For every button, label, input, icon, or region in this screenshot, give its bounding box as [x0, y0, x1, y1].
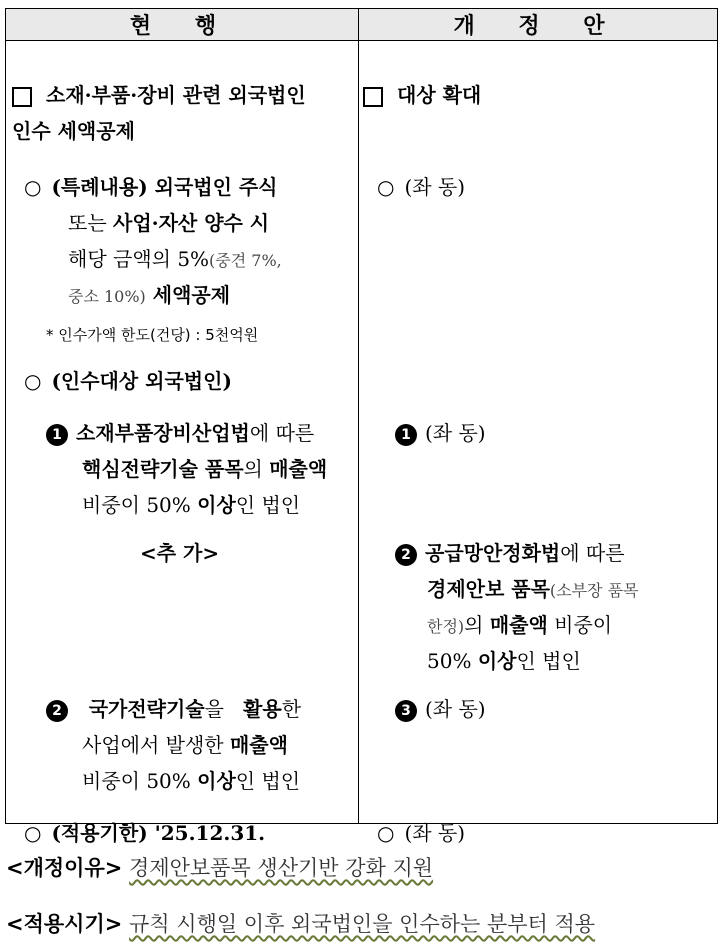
special-l3-b: (중견 7%, — [209, 251, 282, 270]
r-item2-l4-a: 50% — [427, 649, 478, 673]
r-item2-l3-a: 한정) — [427, 617, 465, 636]
item2-l1-c: 활용 — [243, 697, 282, 721]
item1-l1-b: 에 따른 — [249, 421, 315, 445]
title-text-b: 외국법인 — [228, 83, 306, 107]
special-line4 — [68, 277, 230, 315]
r-item2-l3-c: 매출액 — [489, 613, 548, 637]
item2-l1-d: 한 — [281, 697, 302, 721]
hollow-bullet-icon: ○ — [24, 369, 42, 393]
title-text-a: 소재·부품·장비 관련 — [46, 83, 229, 107]
deadline-line — [24, 815, 265, 851]
current-item2-line1 — [46, 691, 301, 727]
r-item2-l2-b: (소부장 품목 — [549, 581, 639, 600]
r-item2-l4-b: 이상 — [477, 649, 517, 673]
item2-l1-a: 국가전략기술 — [88, 697, 205, 721]
item2-l3-a: 비중이 50% — [82, 769, 198, 793]
item1-l1-a: 소재부품장비산업법 — [76, 421, 250, 445]
comparison-table — [5, 8, 718, 845]
revised-title-text: 대상 확대 — [397, 83, 482, 107]
item1-l2-c: 매출액 — [269, 457, 328, 481]
revised-item1-text: (좌 동) — [425, 421, 486, 445]
current-title-line2: 인수 세액공제 — [12, 119, 135, 143]
checkbox-square-icon — [363, 87, 383, 107]
r-item2-l3-d: 비중이 — [547, 613, 613, 637]
special-label: (특례내용) 외국법인 주식 — [51, 175, 278, 199]
revised-item2-line3 — [427, 607, 612, 645]
number-three-icon: 3 — [395, 700, 417, 722]
item2-l3-b: 이상 — [197, 769, 236, 793]
limit-note: * 인수가액 한도(건당) : 5천억원 — [46, 326, 259, 344]
special-line3 — [68, 241, 282, 279]
revised-item1 — [395, 415, 486, 451]
revised-item2-line2 — [427, 571, 639, 609]
revised-column — [359, 41, 718, 845]
r-item2-l1-a: 공급망안정화법 — [425, 541, 561, 565]
item1-l3-b: 이상 — [197, 493, 236, 517]
reason-text: 경제안보품목 생산기반 강화 지원 — [129, 856, 434, 880]
header-revised: 개 정 안 — [359, 9, 718, 41]
special-line2 — [68, 205, 269, 241]
target-label-text: (인수대상 외국법인) — [51, 369, 232, 393]
header-current: 현 행 — [6, 9, 359, 41]
item1-l2-a: 핵심전략기술 품목 — [82, 457, 244, 481]
current-item2-line3 — [82, 763, 300, 799]
number-one-icon: 1 — [46, 424, 68, 446]
hollow-bullet-icon: ○ — [24, 175, 42, 199]
r-item2-l1-b: 에 따른 — [560, 541, 625, 565]
hollow-bullet-icon: ○ — [24, 821, 42, 845]
item1-l3-c: 인 법인 — [235, 493, 301, 517]
revised-title — [363, 77, 481, 113]
special-l2-b: 사업·자산 양수 시 — [113, 211, 270, 235]
special-l2-a: 또는 — [68, 211, 113, 235]
apply-label: <적용시기> — [6, 912, 123, 936]
r-item2-l2-a: 경제안보 품목 — [427, 577, 550, 601]
current-item1-line1 — [46, 415, 314, 451]
item2-l2-a: 사업에서 발생한 — [82, 733, 230, 757]
item2-l3-c: 인 법인 — [235, 769, 301, 793]
added-marker: <추 가> — [140, 541, 220, 565]
special-l3-a: 해당 금액의 5% — [68, 247, 210, 271]
number-one-icon: 1 — [395, 424, 417, 446]
revised-item2-line4 — [427, 643, 581, 679]
item1-l2-b: 의 — [243, 457, 270, 481]
special-l4-b: 세액공제 — [145, 283, 231, 307]
revised-item3 — [395, 691, 486, 727]
special-l4-a: 중소 10%) — [68, 287, 146, 306]
current-title — [12, 77, 306, 113]
number-two-icon: 2 — [395, 544, 417, 566]
current-column — [6, 41, 359, 845]
same1-text: (좌 동) — [404, 175, 466, 199]
current-item2-line2 — [82, 727, 288, 763]
same-last-text: (좌 동) — [404, 821, 466, 845]
item2-l2-b: 매출액 — [229, 733, 288, 757]
revised-item2-line1 — [395, 535, 625, 571]
revised-item3-text: (좌 동) — [425, 697, 486, 721]
revised-same-last — [377, 815, 465, 851]
checkbox-square-icon — [12, 87, 32, 107]
r-item2-l4-c: 인 법인 — [516, 649, 581, 673]
current-item1-line2 — [82, 451, 327, 487]
item2-l1-b: 을 — [204, 697, 231, 721]
revised-same1 — [377, 169, 465, 205]
apply-text: 규칙 시행일 이후 외국법인을 인수하는 분부터 적용 — [129, 912, 596, 936]
r-item2-l3-b: 의 — [464, 613, 490, 637]
hollow-bullet-icon: ○ — [377, 821, 395, 845]
reason-line — [6, 852, 433, 882]
special-line1 — [24, 169, 278, 205]
target-label — [24, 363, 232, 399]
reason-label: <개정이유> — [6, 856, 123, 880]
deadline-text: (적용기한) '25.12.31. — [51, 821, 266, 845]
current-item1-line3 — [82, 487, 300, 523]
table-body-row — [6, 41, 718, 824]
hollow-bullet-icon: ○ — [377, 175, 395, 199]
table-header-row — [6, 9, 718, 41]
number-two-icon: 2 — [46, 700, 68, 722]
item1-l3-a: 비중이 50% — [82, 493, 198, 517]
apply-line — [6, 908, 595, 938]
